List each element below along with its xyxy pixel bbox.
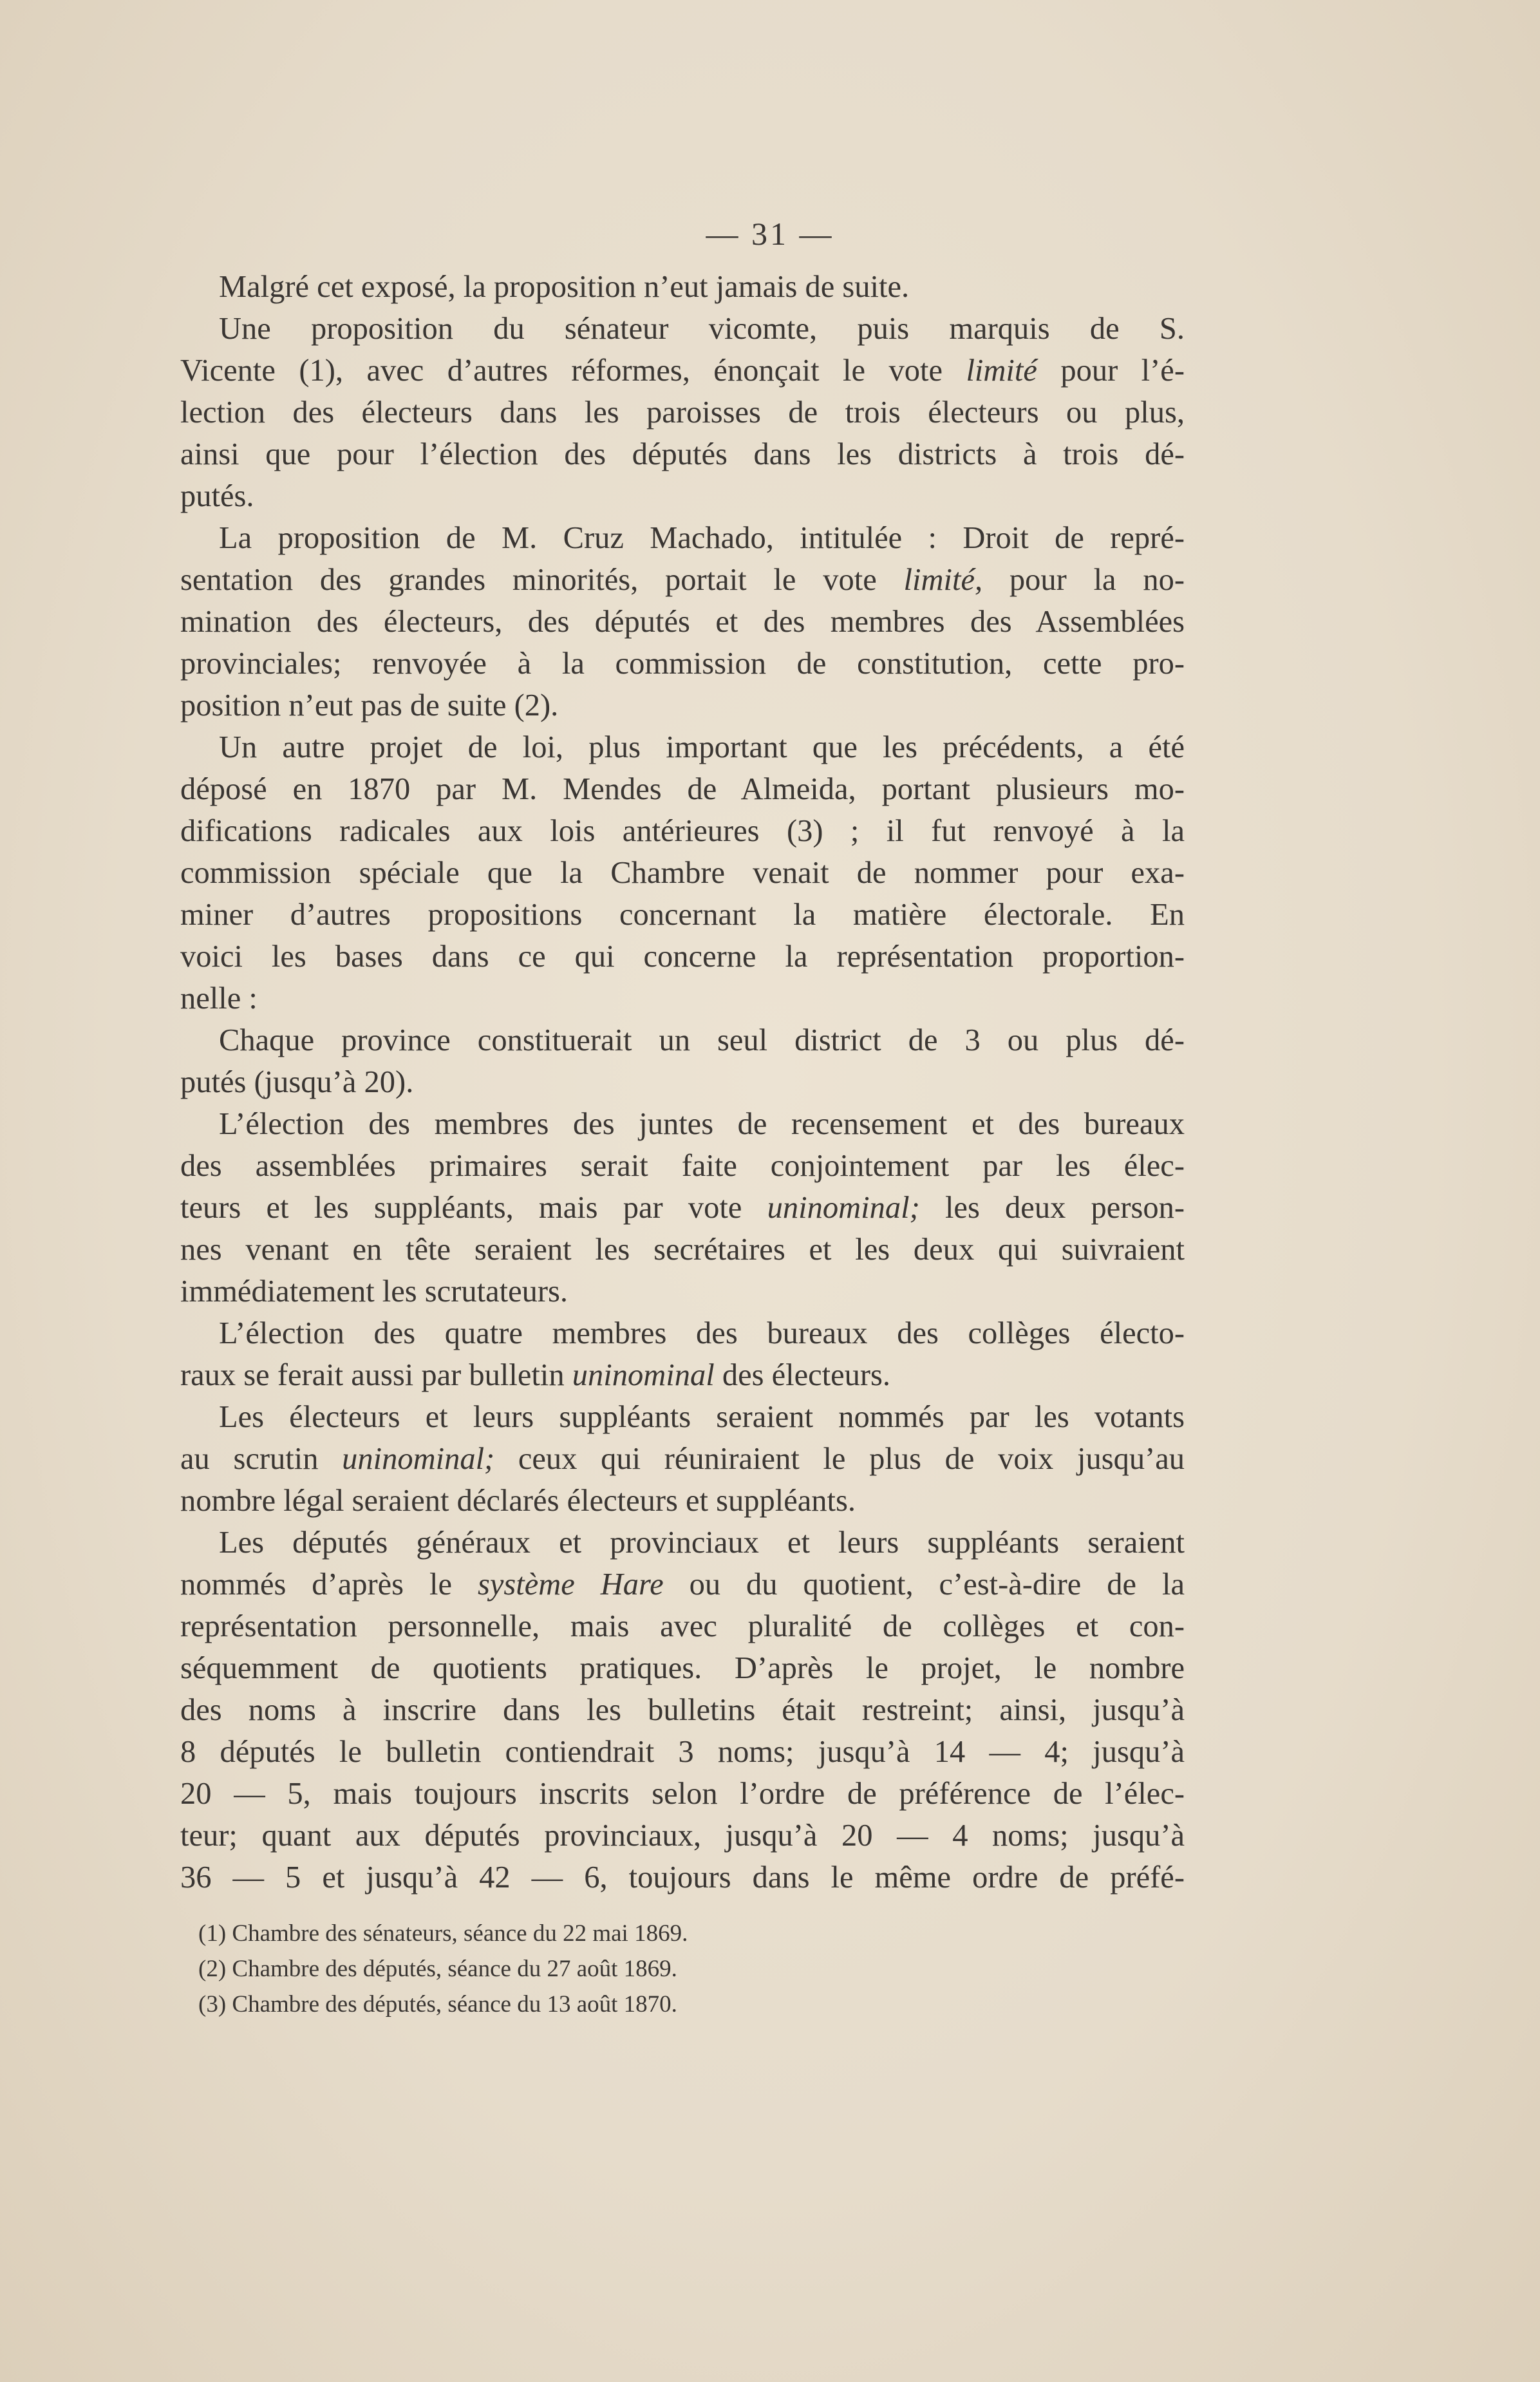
text-segment: Chaque province constituerait un seul district de 3 ou plus dé- — [219, 1023, 1185, 1057]
text-segment: Une proposition du sénateur vicomte, puis marquis de S. — [219, 312, 1185, 346]
footnotes — [198, 1916, 1164, 2022]
text-line — [180, 1647, 1185, 1689]
text-segment: nombre légal seraient déclarés électeurs et suppléants. — [180, 1484, 856, 1518]
footnote: (2) Chambre des députés, séance du 27 août 1869. — [198, 1956, 677, 1982]
text-line — [180, 1564, 1185, 1605]
text-segment: provinciales; renvoyée à la commission de constitution, cette pro- — [180, 647, 1185, 681]
italic-term: uninominal — [572, 1358, 715, 1392]
text-segment: 20 — 5, mais toujours inscrits selon l’ordre de préférence de l’élec- — [180, 1777, 1185, 1811]
text-segment: les deux person- — [919, 1191, 1185, 1225]
text-segment: Malgré cet exposé, la proposition n’eut jamais de suite. — [219, 270, 910, 304]
italic-term: limité, — [903, 563, 983, 597]
text-segment: Les électeurs et leurs suppléants seraient nommés par les votants — [219, 1400, 1185, 1434]
footnote: (1) Chambre des sénateurs, séance du 22 mai 1869. — [198, 1920, 688, 1947]
italic-term: système Hare — [477, 1567, 664, 1602]
text-segment: difications radicales aux lois antérieures (3) ; il fut renvoyé à la — [180, 814, 1185, 848]
text-line — [180, 1145, 1185, 1187]
text-segment: putés. — [180, 479, 254, 513]
text-line — [180, 852, 1185, 894]
text-segment: commission spéciale que la Chambre venait de nommer pour exa- — [180, 856, 1185, 890]
text-segment: Les députés généraux et provinciaux et leurs suppléants seraient — [219, 1526, 1185, 1560]
text-line — [180, 350, 1185, 392]
italic-term: uninominal; — [767, 1191, 920, 1225]
text-line — [180, 1773, 1185, 1815]
text-segment: déposé en 1870 par M. Mendes de Almeida, portant plusieurs mo- — [180, 772, 1185, 806]
text-segment: nes venant en tête seraient les secrétaires et les deux qui suivraient — [180, 1233, 1185, 1267]
text-segment: 36 — 5 et jusqu’à 42 — 6, toujours dans le même ordre de préfé- — [180, 1860, 1185, 1895]
text-segment: miner d’autres propositions concernant la matière électorale. En — [180, 898, 1185, 932]
text-line — [180, 768, 1185, 810]
text-segment: nommés d’après le — [180, 1567, 478, 1602]
italic-term: uninominal; — [342, 1442, 495, 1476]
text-line — [180, 308, 1185, 350]
text-line — [180, 1731, 1185, 1773]
text-segment: des assemblées primaires serait faite conjointement par les élec- — [180, 1149, 1185, 1183]
text-segment: immédiatement les scrutateurs. — [180, 1274, 568, 1309]
text-line — [180, 685, 1185, 726]
text-segment: ainsi que pour l’élection des députés dans les districts à trois dé- — [180, 437, 1185, 471]
text-segment: L’élection des membres des juntes de recensement et des bureaux — [219, 1107, 1185, 1141]
text-line — [180, 726, 1185, 768]
text-segment: ou du quotient, c’est-à-dire de la — [663, 1567, 1185, 1602]
text-line — [180, 1480, 1185, 1522]
text-line — [180, 978, 1185, 1019]
text-line — [180, 475, 1185, 517]
text-line — [180, 1438, 1185, 1480]
text-line — [180, 1605, 1185, 1647]
text-segment: au scrutin — [180, 1442, 343, 1476]
footnote: (3) Chambre des députés, séance du 13 août 1870. — [198, 1991, 677, 2018]
body-text — [180, 266, 1185, 1898]
italic-term: limité — [966, 354, 1037, 388]
text-line — [180, 1019, 1185, 1061]
text-segment: teurs et les suppléants, mais par vote — [180, 1191, 767, 1225]
text-segment: pour l’é- — [1037, 354, 1185, 388]
text-line — [180, 1312, 1185, 1354]
text-line — [180, 266, 1185, 308]
text-segment: représentation personnelle, mais avec pluralité de collèges et con- — [180, 1609, 1185, 1643]
text-line — [180, 517, 1185, 559]
text-line — [180, 1271, 1185, 1312]
text-line — [180, 1815, 1185, 1857]
text-segment: mination des électeurs, des députés et des membres des Assemblées — [180, 605, 1185, 639]
text-line — [180, 392, 1185, 433]
text-line — [180, 559, 1185, 601]
text-segment: L’élection des quatre membres des bureaux des collèges électo- — [219, 1316, 1185, 1350]
text-line — [180, 1857, 1185, 1898]
text-line — [180, 1061, 1185, 1103]
text-segment: Vicente (1), avec d’autres réformes, énonçait le vote — [180, 354, 966, 388]
text-segment: des électeurs. — [714, 1358, 891, 1392]
text-segment: raux se ferait aussi par bulletin — [180, 1358, 572, 1392]
text-line — [180, 433, 1185, 475]
text-line — [180, 936, 1185, 978]
text-line — [180, 810, 1185, 852]
text-line — [180, 1396, 1185, 1438]
text-segment: ceux qui réuniraient le plus de voix jusqu’au — [494, 1442, 1185, 1476]
text-line — [180, 601, 1185, 643]
text-line — [180, 643, 1185, 685]
text-segment: 8 députés le bulletin contiendrait 3 noms; jusqu’à 14 — 4; jusqu’à — [180, 1735, 1185, 1769]
text-segment: teur; quant aux députés provinciaux, jusqu’à 20 — 4 noms; jusqu’à — [180, 1819, 1185, 1853]
text-line — [180, 1187, 1185, 1229]
text-segment: Un autre projet de loi, plus important que les précédents, a été — [219, 730, 1185, 764]
text-line — [180, 1354, 1185, 1396]
text-segment: putés (jusqu’à 20). — [180, 1065, 414, 1099]
text-line — [180, 1522, 1185, 1564]
text-line — [180, 1103, 1185, 1145]
text-segment: voici les bases dans ce qui concerne la représentation proportion- — [180, 940, 1185, 974]
text-segment: La proposition de M. Cruz Machado, intitulée : Droit de repré- — [219, 521, 1185, 555]
text-segment: séquemment de quotients pratiques. D’après le projet, le nombre — [180, 1651, 1185, 1685]
text-segment: lection des électeurs dans les paroisses de trois électeurs ou plus, — [180, 395, 1185, 430]
text-line — [180, 1229, 1185, 1271]
text-segment: position n’eut pas de suite (2). — [180, 688, 559, 723]
text-segment: sentation des grandes minorités, portait le vote — [180, 563, 904, 597]
text-line — [180, 894, 1185, 936]
text-segment: pour la no- — [982, 563, 1185, 597]
text-segment: nelle : — [180, 981, 258, 1016]
page-number: — 31 — — [706, 216, 834, 252]
text-line — [180, 1689, 1185, 1731]
text-segment: des noms à inscrire dans les bulletins était restreint; ainsi, jusqu’à — [180, 1693, 1185, 1727]
